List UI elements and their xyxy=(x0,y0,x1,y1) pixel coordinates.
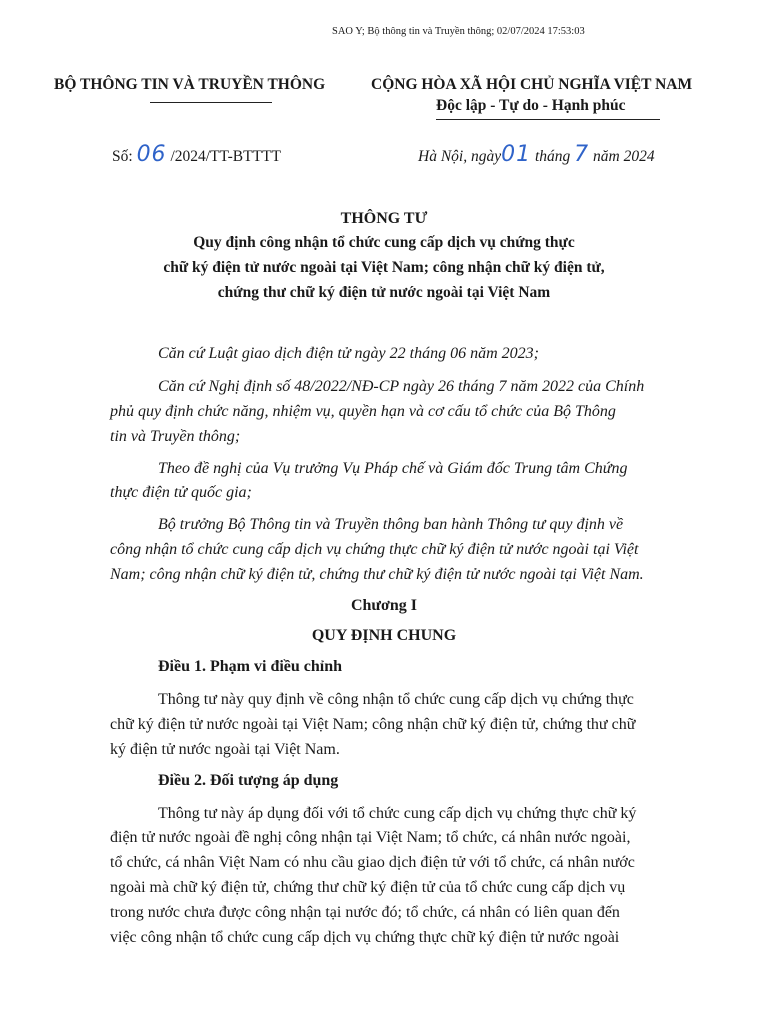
place-and-date xyxy=(418,142,655,167)
chapter-label: Chương I xyxy=(350,597,418,614)
body-line: ký điện tử nước ngoài tại Việt Nam. xyxy=(110,741,340,758)
year-text: năm 2024 xyxy=(593,148,655,165)
body-line: trong nước chưa được công nhận tại nước đó; tổ chức, cá nhân có liên quan đến xyxy=(110,904,620,921)
preamble-line: Căn cứ Luật giao dịch điện tử ngày 22 tháng 06 năm 2023; xyxy=(158,345,539,362)
body-line: Thông tư này quy định về công nhận tổ chức cung cấp dịch vụ chứng thực xyxy=(158,691,634,708)
preamble-line: Căn cứ Nghị định số 48/2022/NĐ-CP ngày 26 tháng 7 năm 2022 của Chính xyxy=(158,378,645,395)
preamble-line: Bộ trưởng Bộ Thông tin và Truyền thông ban hành Thông tư quy định về xyxy=(158,516,624,533)
month-handwritten: 7 xyxy=(574,142,590,167)
national-motto: Độc lập - Tự do - Hạnh phúc xyxy=(436,97,626,114)
article-2-heading: Điều 2. Đối tượng áp dụng xyxy=(158,772,339,789)
republic-name: CỘNG HÒA XÃ HỘI CHỦ NGHĨA VIỆT NAM xyxy=(371,76,693,93)
document-type: THÔNG TƯ xyxy=(340,210,428,227)
ministry-name: BỘ THÔNG TIN VÀ TRUYỀN THÔNG xyxy=(54,76,326,93)
place-prefix: Hà Nội, ngày xyxy=(418,148,502,165)
doc-number-handwritten: 06 xyxy=(136,142,167,167)
preamble-line: công nhận tổ chức cung cấp dịch vụ chứng thực chữ ký điện tử nước ngoài tại Việt xyxy=(110,541,639,558)
doc-number-prefix: Số: xyxy=(112,148,133,165)
preamble-line: Nam; công nhận chữ ký điện tử, chứng thư chữ ký điện tử nước ngoài tại Việt Nam. xyxy=(110,566,644,583)
motto-underline xyxy=(436,119,660,120)
day-handwritten: 01 xyxy=(501,142,532,167)
month-label: tháng xyxy=(534,148,571,165)
body-line: Thông tư này áp dụng đối với tổ chức cung cấp dịch vụ chứng thực chữ ký xyxy=(158,805,637,822)
article-1-heading: Điều 1. Phạm vi điều chỉnh xyxy=(158,658,343,675)
preamble-line: phủ quy định chức năng, nhiệm vụ, quyền hạn và cơ cấu tổ chức của Bộ Thông xyxy=(110,403,616,420)
preamble-line: tin và Truyền thông; xyxy=(110,428,241,445)
body-line: ngoài mà chữ ký điện tử, chứng thư chữ ký điện tử của tổ chức cung cấp dịch vụ xyxy=(110,879,626,896)
document-number xyxy=(112,142,281,167)
doc-number-suffix: /2024/TT-BTTTT xyxy=(170,148,281,165)
title-line-2: chữ ký điện tử nước ngoài tại Việt Nam; công nhận chữ ký điện tử, xyxy=(163,259,605,276)
chapter-title: QUY ĐỊNH CHUNG xyxy=(311,627,457,644)
body-line: tổ chức, cá nhân Việt Nam có nhu cầu giao dịch điện tử với tổ chức, cá nhân nước xyxy=(110,854,635,871)
ministry-underline xyxy=(150,102,272,103)
title-line-1: Quy định công nhận tổ chức cung cấp dịch vụ chứng thực xyxy=(193,234,575,251)
preamble-line: Theo đề nghị của Vụ trưởng Vụ Pháp chế và Giám đốc Trung tâm Chứng xyxy=(158,460,628,477)
title-line-3: chứng thư chữ ký điện tử nước ngoài tại Việt Nam xyxy=(217,284,551,301)
body-line: chữ ký điện tử nước ngoài tại Việt Nam; công nhận chữ ký điện tử, chứng thư chữ xyxy=(110,716,636,733)
copy-stamp: SAO Y; Bộ thông tin và Truyền thông; 02/07/2024 17:53:03 xyxy=(332,26,585,37)
body-line: việc công nhận tổ chức cung cấp dịch vụ chứng thực chữ ký điện tử nước ngoài xyxy=(110,929,620,946)
body-line: điện tử nước ngoài đề nghị công nhận tại Việt Nam; tổ chức, cá nhân nước ngoài, xyxy=(110,829,631,846)
preamble-line: thực điện tử quốc gia; xyxy=(110,484,252,501)
